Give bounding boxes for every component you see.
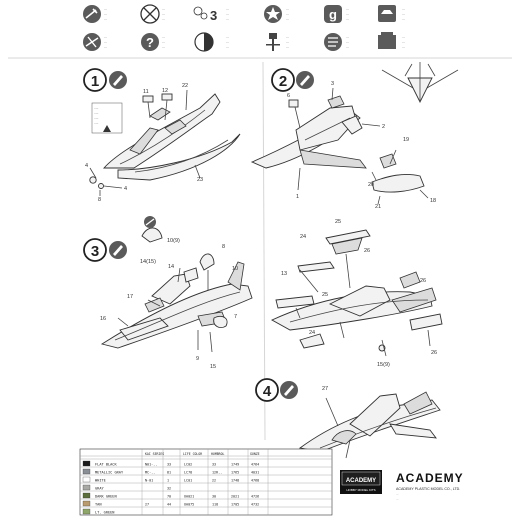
paint-code: 4764 — [251, 462, 260, 467]
paint-code: 4768 — [251, 478, 260, 483]
paint-code: 118 — [212, 502, 219, 507]
paint-code: 33 — [167, 462, 172, 467]
part-callout: 23 — [197, 177, 204, 183]
step-4-panel — [256, 379, 440, 458]
legend-text: ... — [402, 17, 405, 21]
paint-code: LC01 — [184, 478, 193, 483]
legend-text: ... — [104, 45, 107, 49]
legend-text: ... — [104, 12, 107, 16]
fuselage-drawing — [252, 96, 366, 168]
legend-item — [141, 5, 165, 23]
legend-text: ... — [402, 45, 405, 49]
paint-code: 1749 — [231, 462, 240, 467]
step-3b-panel — [272, 230, 442, 356]
part-callout: 21 — [375, 204, 382, 210]
table-row — [83, 469, 259, 475]
legend-text: ... — [104, 7, 107, 11]
part-callout: 14 — [168, 264, 175, 270]
decal-number-icon — [194, 7, 207, 19]
table-header: LIFE COLOR — [183, 452, 203, 456]
color-swatch — [83, 501, 90, 506]
svg-text:.....: ..... — [94, 106, 99, 110]
legend-text: ... — [226, 45, 229, 49]
part-callout: 7 — [234, 314, 238, 320]
legend-text: ... — [286, 45, 289, 49]
part-callout: 14(15) — [140, 259, 156, 265]
paint-code: 1 — [167, 478, 170, 483]
part-callout: 26 — [420, 278, 427, 284]
svg-text:?: ? — [146, 35, 154, 50]
part-callout: 8 — [222, 244, 226, 250]
paint-code: UA075 — [184, 502, 195, 507]
box-logo-text: ACADEMY — [345, 478, 377, 484]
paint-code: UA021 — [184, 494, 195, 499]
table-header: HUMBROL — [211, 452, 225, 456]
part-callout: 24 — [300, 234, 307, 240]
pin-icon — [266, 33, 280, 51]
legend-text: ... — [162, 12, 165, 16]
legend-text: ... — [226, 40, 229, 44]
legend-item — [264, 5, 289, 23]
part-callout: 17 — [127, 294, 134, 300]
legend-text: ... — [346, 7, 349, 11]
legend-item — [324, 33, 349, 51]
fuselage-drawing — [104, 94, 240, 180]
part-callout: 12 — [162, 88, 169, 94]
company-name: ACADEMY PLASTIC MODEL CO., LTD. — [396, 487, 461, 491]
legend-item — [378, 5, 405, 22]
academy-wordmark: ACADEMY — [396, 471, 464, 485]
legend-text: ... — [346, 17, 349, 21]
color-swatch — [83, 509, 90, 514]
company-address: ... — [396, 497, 399, 501]
paint-code: 1765 — [231, 470, 240, 475]
step-number: 1 — [90, 73, 100, 90]
paint-name: DARK GREEN — [95, 494, 117, 499]
step-number: 2 — [278, 73, 288, 90]
part-callout: 24 — [309, 330, 316, 336]
paint-code: LC02 — [184, 462, 193, 467]
paint-code: N-01 — [145, 478, 154, 483]
legend-text: ... — [226, 12, 229, 16]
part-callout: 26 — [364, 248, 371, 254]
legend-item — [83, 33, 107, 51]
legend-text: ... — [346, 12, 349, 16]
step-number: 3 — [90, 243, 100, 260]
paint-code: 4031 — [251, 470, 260, 475]
company-address: ... — [396, 492, 399, 496]
paint-code: 12R.. — [212, 470, 223, 475]
part-callout: 19 — [403, 137, 410, 143]
part-callout: 4 — [85, 163, 89, 169]
legend-item — [324, 5, 349, 23]
paint-code: 22 — [212, 478, 217, 483]
step-2-panel — [252, 62, 458, 204]
paint-code: 27 — [145, 502, 150, 507]
legend-text: ... — [226, 17, 229, 21]
inset-detail — [382, 62, 458, 102]
part-callout: 27 — [322, 386, 329, 392]
table-header: GUNZE — [250, 452, 260, 456]
part-callout: 16 — [100, 316, 107, 322]
part-callout: 25 — [335, 219, 342, 225]
part-callout: 2 — [382, 124, 386, 130]
legend-item — [194, 7, 229, 23]
paint-code: 4732 — [251, 502, 260, 507]
part-callout: 9 — [196, 356, 200, 362]
color-swatch — [83, 477, 90, 482]
paint-name: METALLIC GRAY — [95, 470, 124, 475]
legend-item — [141, 33, 165, 51]
paint-name: WHITE — [95, 478, 106, 483]
part-callout: 3 — [331, 81, 335, 87]
paint-code: LC78 — [184, 470, 193, 475]
legend-strip — [8, 5, 512, 58]
legend-item — [378, 32, 405, 49]
aircraft-drawing — [300, 392, 440, 452]
paint-table — [80, 449, 332, 515]
part-callout: 25 — [322, 292, 329, 298]
box-logo-sub: HOBBY MODEL KITS — [346, 488, 376, 492]
part-callout: 4 — [124, 186, 128, 192]
table-row — [83, 509, 114, 515]
legend-text: ... — [346, 40, 349, 44]
part-callout: 11 — [143, 89, 149, 95]
brand-block — [340, 470, 464, 501]
paint-code: 2021 — [231, 494, 240, 499]
fuselage-drawing — [102, 262, 252, 348]
legend-text: ... — [162, 35, 165, 39]
legend-text: ... — [162, 17, 165, 21]
paint-code: 81 — [167, 470, 172, 475]
legend-text: ... — [104, 40, 107, 44]
paint-code: MC-.. — [145, 470, 156, 475]
legend-text: ... — [162, 45, 165, 49]
paint-name: LT. GREEN — [95, 510, 115, 515]
part-callout: 20 — [368, 182, 375, 188]
legend-text: ... — [226, 35, 229, 39]
svg-text:.....: ..... — [94, 111, 99, 115]
paint-code: N01-.. — [145, 462, 158, 467]
paint-code: 33 — [212, 462, 217, 467]
color-swatch — [83, 493, 90, 498]
legend-text: ... — [286, 35, 289, 39]
optional-icon — [378, 32, 396, 49]
legend-text: ... — [402, 7, 405, 11]
color-swatch — [83, 461, 90, 466]
part-callout: 6 — [287, 93, 291, 99]
legend-item — [195, 33, 229, 51]
table-row — [83, 461, 259, 467]
legend-text: ... — [162, 40, 165, 44]
paint-code: 32 — [167, 486, 172, 491]
half-circle-icon — [195, 33, 213, 51]
legend-text: ... — [104, 35, 107, 39]
part-callout: 15 — [210, 364, 217, 370]
table-header: KAI SERIES — [145, 452, 165, 456]
part-callout: 13 — [281, 271, 288, 277]
part-callout: 10(9) — [167, 238, 180, 244]
callouts — [85, 81, 437, 392]
legend-text: ... — [402, 12, 405, 16]
legend-text: ... — [286, 7, 289, 11]
legend-text: ... — [226, 7, 229, 11]
paint-code: 1705 — [231, 502, 240, 507]
part-callout: 26 — [431, 350, 438, 356]
part-callout: 15(9) — [377, 362, 390, 368]
step-3-panel — [84, 216, 252, 352]
decal-number: 3 — [210, 8, 218, 23]
paint-code: 70 — [167, 494, 172, 499]
paint-letter: g — [329, 7, 337, 22]
part-callout: 1 — [296, 194, 300, 200]
legend-text: ... — [286, 40, 289, 44]
legend-text: ... — [402, 35, 405, 39]
paint-code: 30 — [212, 494, 217, 499]
part-callout: 8 — [98, 197, 102, 203]
paint-name: GRAY — [95, 486, 104, 491]
legend-item — [266, 33, 289, 51]
paint-code: 44 — [167, 502, 172, 507]
part-callout: 10 — [232, 266, 239, 272]
svg-text:.....: ..... — [94, 116, 99, 120]
legend-text: ... — [286, 17, 289, 21]
legend-text: ... — [346, 35, 349, 39]
table-row — [83, 493, 259, 499]
paint-name: FLAT BLACK — [95, 462, 117, 467]
color-swatch — [83, 485, 90, 490]
legend-text: ... — [286, 12, 289, 16]
svg-text:.....: ..... — [94, 121, 99, 125]
legend-item — [83, 5, 107, 23]
paint-code: 1748 — [231, 478, 240, 483]
step-number: 4 — [262, 383, 272, 400]
part-callout: 18 — [430, 198, 437, 204]
paint-code: 4726 — [251, 494, 260, 499]
paint-name: TAN — [95, 502, 102, 507]
part-callout: 22 — [182, 83, 189, 89]
legend-text: ... — [346, 45, 349, 49]
color-swatch — [83, 469, 90, 474]
legend-text: ... — [162, 7, 165, 11]
legend-text: ... — [402, 40, 405, 44]
legend-text: ... — [104, 17, 107, 21]
